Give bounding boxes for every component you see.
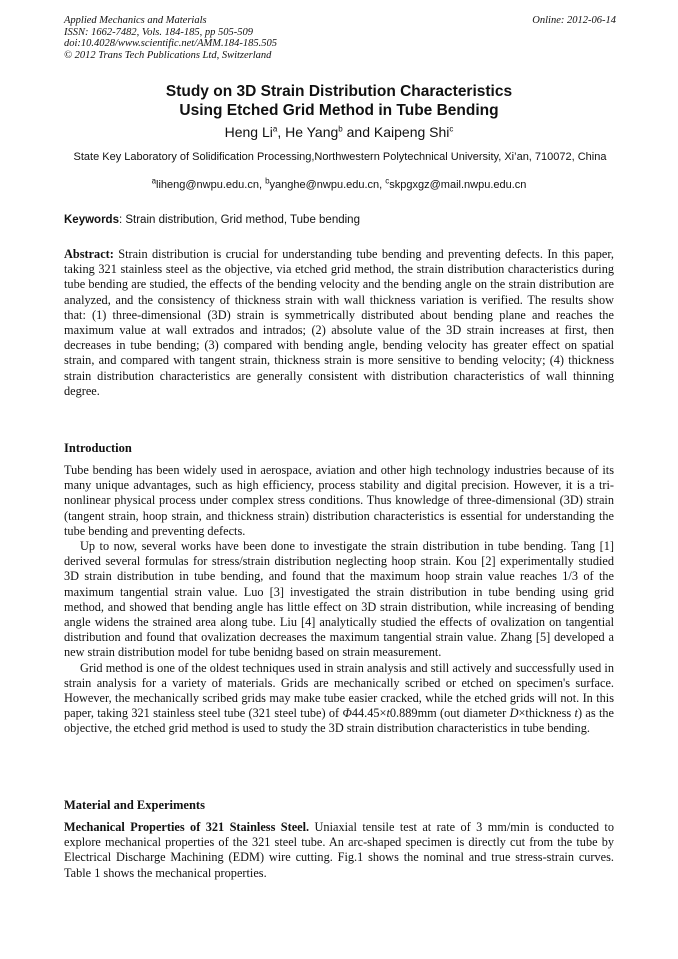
abstract-text: Strain distribution is crucial for understanding tube bending and preventing defects. In this paper, taking 321 stainless steel as the objective, via etched grid method, the strain distribution characteristics during tube bending are studied, the effects of the bending velocity and the bending angle on the strain distribution are analyzed, and the consistency of thickness strain with wall thickness variation is verified. The results show that: (1) three-dimensional (3D) strain is symmetrically distributed about bending plane and reaches the maximum value at wall extrados and intrados; (2) absolute value of the 3D strain increases at first, then decreases in tube bending; (3) compared with bending angle, bending velocity has greater effect on spatial strain, and compared with tangent strain, thickness strain is more sensitive to bending velocity; (4) thickness strain distribution characteristics are generally consistent with distribution characteristics of wall thinning degree. [64, 247, 614, 398]
title-line-2: Using Etched Grid Method in Tube Bending [179, 102, 499, 119]
journal-name: Applied Mechanics and Materials [64, 15, 207, 26]
introduction-body [64, 463, 614, 737]
author-mark: c [449, 124, 454, 134]
abstract-label: Abstract: [64, 247, 114, 261]
var-D: D [509, 706, 519, 721]
text-run: ) as the objective, the etched grid method is used to study the 3D strain distribution characteristics in tube bending. [64, 706, 614, 736]
paper-title [0, 82, 678, 120]
author-name: He Yang [285, 124, 339, 140]
keywords-label: Keywords [64, 214, 119, 226]
keywords-text: : Strain distribution, Grid method, Tube bending [118, 214, 360, 226]
email-link[interactable]: liheng@nwpu.edu.cn [156, 179, 259, 191]
text-run: 0.889mm (out diameter [389, 706, 510, 721]
email-link[interactable]: yanghe@nwpu.edu.cn [269, 179, 380, 191]
email-list [0, 178, 678, 192]
author-name: Kaipeng Shi [373, 124, 450, 140]
section-heading-materials: Material and Experiments [64, 798, 205, 812]
author-name: Heng Li [224, 124, 273, 140]
title-line-1: Study on 3D Strain Distribution Characteristics [165, 83, 513, 100]
intro-paragraph-2: Up to now, several works have been done to investigate the strain distribution in tube bending. Tang [1] derived several formulas for stress/strain distribution neglecting hoop strain. Kou [2] experimentally studied 3D strain distribution in tube bending, and found that the maximum hoop strain value reaches 1/3 of the maximum tangential strain value. Luo [3] investigated the strain distribution in tube bending using grid method, and showed that bending angle has little effect on 3D strain distribution, while increasing of bending angle widens the strained area along tube. Liu [4] analytically studied the effects of ovalization on tangential distribution and found that ovalization decreases the maximum tangential strain value. Zhang [5] developed a new strain distribution model for tube benidng based on strain measurement. [64, 539, 614, 660]
text-run: Grid method is one of the oldest techniques used in strain analysis and still actively and successfully used in strain analysis for a variety of materials. Grids are mechanically scribed or etched on specimen's surface. However, the mechanically scribed grids may make tube easier cracked, while the etched grids will not. In this paper, taking 321 stainless steel tube (321 steel tube) of [64, 660, 614, 721]
author-separator: , [277, 124, 286, 140]
email-mark: c [385, 176, 390, 186]
email-separator: , [379, 179, 386, 191]
subsection-lead: Mechanical Properties of 321 Stainless Steel. [64, 820, 310, 834]
var-t: t [574, 706, 578, 721]
copyright-line: © 2012 Trans Tech Publications Ltd, Switzerland [64, 49, 272, 61]
text-run: 44.45× [351, 706, 387, 721]
text-run: ×thickness [518, 706, 575, 721]
keywords [64, 213, 616, 228]
journal-meta [64, 15, 464, 61]
abstract [64, 247, 614, 399]
author-list [0, 123, 678, 141]
intro-paragraph-3 [64, 661, 614, 737]
author-mark: a [272, 124, 278, 134]
author-separator: and [342, 124, 374, 140]
online-date: Online: 2012-06-14 [532, 15, 616, 26]
issn-line: ISSN: 1662-7482, Vols. 184-185, pp 505-509 [64, 26, 253, 38]
author-mark: b [338, 124, 343, 134]
phi-symbol: Φ [342, 706, 352, 721]
affiliation: State Key Laboratory of Solidification Processing,Northwestern Polytechnical University, Xi’an, 710072, China [73, 151, 607, 163]
materials-body [64, 820, 614, 881]
materials-text: Uniaxial tensile test at rate of 3 mm/min is conducted to explore mechanical properties of the 321 steel tube. An arc-shaped specimen is directly cut from the tube by Electrical Discharge Machining (EDM) wire cutting. Fig.1 shows the nominal and true stress-strain curves. Table 1 shows the mechanical properties. [64, 820, 614, 880]
intro-paragraph-1: Tube bending has been widely used in aerospace, aviation and other high technology industries because of its many unique advantages, such as high efficiency, process stability and digital precision. However, it is a tri-nonlinear physical process under complex stress conditions. Thus knowledge of three-dimensional (3D) strain (tangent strain, hoop strain, and thickness strain) distribution characteristics is essential for understanding the tube bending and preventing defects. [64, 463, 614, 538]
email-mark: a [151, 176, 157, 186]
email-separator: , [258, 179, 266, 191]
doi-line: doi:10.4028/www.scientific.net/AMM.184-185.505 [64, 38, 277, 49]
var-t: t [386, 706, 390, 721]
email-mark: b [265, 176, 270, 186]
email-link[interactable]: skpgxgz@mail.nwpu.edu.cn [389, 179, 527, 191]
section-heading-introduction: Introduction [64, 441, 132, 455]
